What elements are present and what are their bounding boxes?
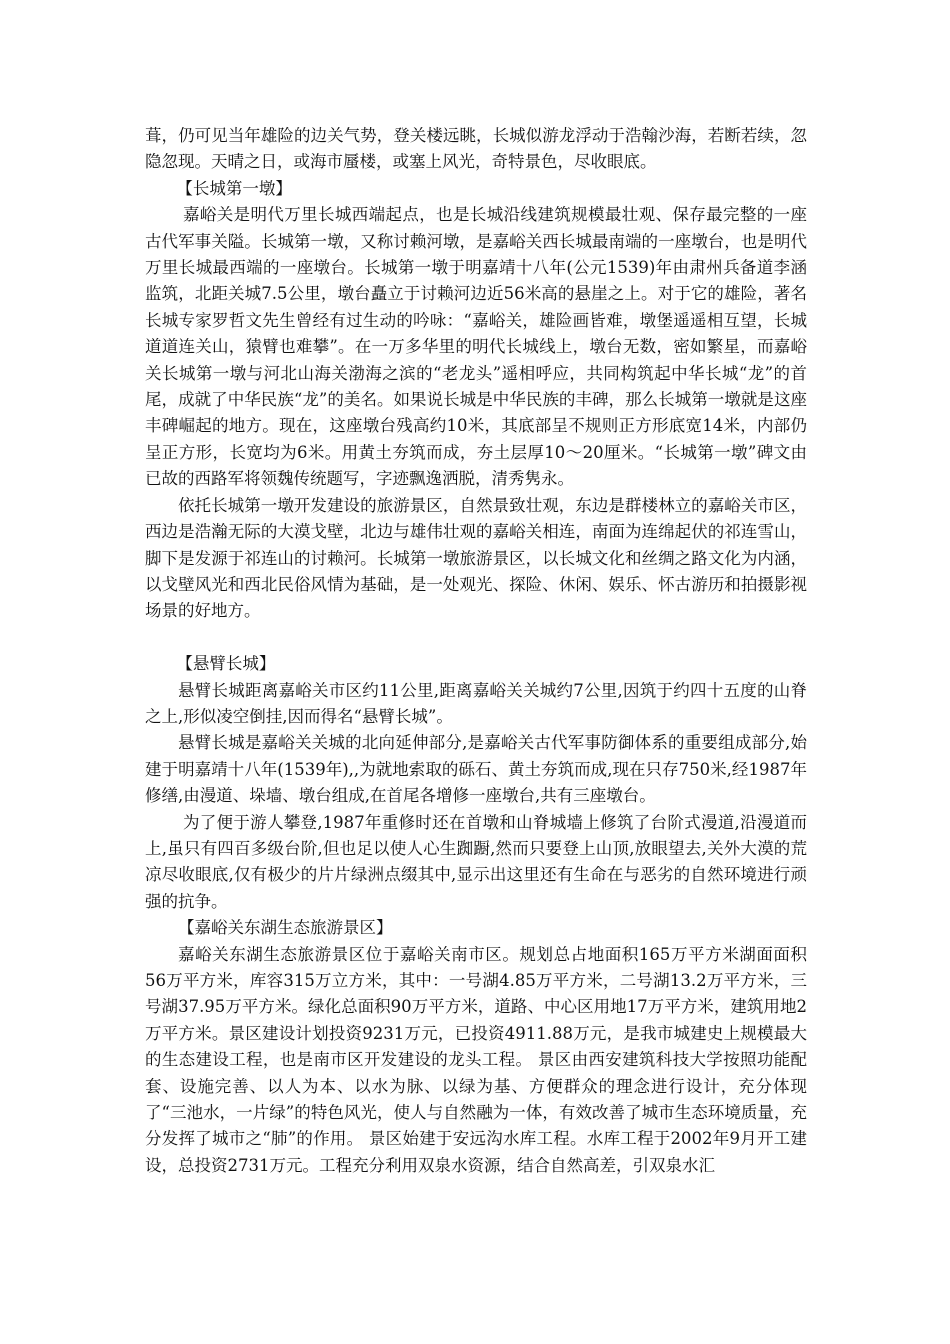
section-heading-first-pier: 【长城第一墩】 bbox=[176, 178, 292, 198]
paragraph-hanging-2: 悬臂长城是嘉峪关关城的北向延伸部分,是嘉峪关古代军事防御体系的重要组成部分,始建于明嘉靖十八年(1539年),,为就地索取的砾石、黄土夯筑而成,现在只存750米,经1987年修缮,由漫道、垛墙、墩台组成,在首尾各增修一座墩台,共有三座墩台。 bbox=[145, 733, 807, 806]
paragraph-hanging-3: 为了便于游人攀登,1987年重修时还在首墩和山脊城墙上修筑了台阶式漫道,沿漫道而上,虽只有四百多级台阶,但也足以使人心生踟蹰,然而只要登上山顶,放眼望去,关外大漠的荒凉尽收眼底,仅有极少的片片绿洲点缀其中,显示出这里还有生命在与恶劣的自然环境进行顽强的抗争。 bbox=[145, 812, 807, 911]
paragraph-hanging-1: 悬臂长城距离嘉峪关市区约11公里,距离嘉峪关关城约7公里,因筑于约四十五度的山脊之上,形似凌空倒挂,因而得名“悬臂长城”。 bbox=[145, 680, 807, 726]
paragraph-east-lake-1: 嘉峪关东湖生态旅游景区位于嘉峪关南市区。规划总占地面积165万平方米湖面面积56万平方米，库容315万立方米，其中：一号湖4.85万平方米，二号湖13.2万平方米，三号湖37.95万平方米。绿化总面积90万平方米，道路、中心区用地17万平方米，建筑用地2万平方米。景区建设计划投资9231万元，已投资4911.88万元，是我市城建史上规模最大的生态建设工程，也是南市区开发建设的龙头工程。 景区由西安建筑科技大学按照功能配套、设施完善、以人为本、以水为脉、以绿为基、方便群众的理念进行设计，充分体现了“三池水，一片绿”的特色风光，使人与自然融为一体，有效改善了城市生态环境质量，充分发挥了城市之“肺”的作用。 景区始建于安远沟水库工程。水库工程于2002年9月开工建设，总投资2731万元。工程充分利用双泉水资源，结合自然高差，引双泉水汇 bbox=[145, 944, 807, 1175]
paragraph-intro: 葺，仍可见当年雄险的边关气势，登关楼远眺，长城似游龙浮动于浩翰沙海，若断若续，忽隐忽现。天晴之日，或海市蜃楼，或塞上风光，奇特景色，尽收眼底。 bbox=[145, 126, 807, 172]
document-page bbox=[145, 123, 807, 1179]
section-heading-east-lake: 【嘉峪关东湖生态旅游景区】 bbox=[178, 918, 393, 938]
paragraph-first-pier-2: 依托长城第一墩开发建设的旅游景区，自然景致壮观，东边是群楼林立的嘉峪关市区，西边是浩瀚无际的大漠戈壁，北边与雄伟壮观的嘉峪关相连，南面为连绵起伏的祁连雪山，脚下是发源于祁连山的讨赖河。长城第一墩旅游景区，以长城文化和丝绸之路文化为内涵，以戈壁风光和西北民俗风情为基础，是一处观光、探险、休闲、娱乐、怀古游历和拍摄影视场景的好地方。 bbox=[145, 495, 807, 621]
section-heading-hanging-wall: 【悬臂长城】 bbox=[176, 654, 276, 674]
blank-line bbox=[145, 625, 807, 651]
paragraph-first-pier-1: 嘉峪关是明代万里长城西端起点，也是长城沿线建筑规模最壮观、保存最完整的一座古代军事关隘。长城第一墩，又称讨赖河墩，是嘉峪关西长城最南端的一座墩台，也是明代万里长城最西端的一座墩台。长城第一墩于明嘉靖十八年(公元1539)年由肃州兵备道李涵监筑，北距关城7.5公里，墩台矗立于讨赖河边近56米高的悬崖之上。对于它的雄险，著名长城专家罗哲文先生曾经有过生动的吟咏：“嘉峪关，雄险画皆难，墩堡遥遥相互望，长城道道连关山，猿臂也难攀”。在一万多华里的明代长城线上，墩台无数，密如繁星，而嘉峪关长城第一墩与河北山海关渤海之滨的“老龙头”遥相呼应，共同构筑起中华长城“龙”的首尾，成就了中华民族“龙”的美名。如果说长城是中华民族的丰碑，那么长城第一墩就是这座丰碑崛起的地方。现在，这座墩台残高约10米，其底部呈不规则正方形底宽14米，内部仍呈正方形，长宽均为6米。用黄土夯筑而成，夯土层厚10～20厘米。“长城第一墩”碑文由已故的西路军将领魏传统题写，字迹飘逸洒脱，清秀隽永。 bbox=[145, 205, 807, 489]
